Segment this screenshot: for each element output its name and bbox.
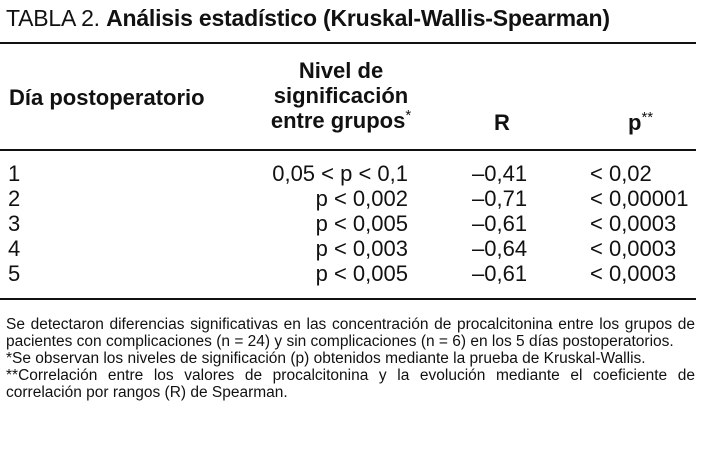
cell-day: 5	[8, 261, 21, 286]
cell-p: < 0,02	[590, 161, 652, 186]
header-p-footnote-mark: **	[641, 109, 654, 126]
cell-significance: 0,05 < p < 0,1	[272, 161, 408, 186]
header-nivel-significacion	[246, 58, 436, 133]
cell-significance: p < 0,005	[315, 261, 408, 286]
header-p-text: p	[628, 110, 642, 135]
header-nivel-line3-text: entre grupos	[270, 108, 406, 133]
table-footnotes	[6, 316, 695, 401]
cell-significance: p < 0,002	[315, 186, 408, 211]
cell-r: –0,61	[472, 261, 528, 286]
cell-day: 4	[8, 236, 21, 261]
cell-p: < 0,0003	[590, 211, 677, 236]
table-row	[0, 236, 696, 261]
cell-r: –0,41	[472, 161, 528, 186]
cell-day: 3	[8, 211, 21, 236]
table-row	[0, 211, 696, 236]
table-number: TABLA 2.	[6, 5, 100, 31]
cell-day: 1	[8, 161, 21, 186]
table-body	[0, 161, 696, 286]
cell-r: –0,71	[472, 186, 528, 211]
bottom-rule	[0, 298, 696, 300]
cell-p: < 0,00001	[590, 186, 689, 211]
header-r: R	[494, 110, 510, 135]
table-row	[0, 261, 696, 286]
footnote-summary: Se detectaron diferencias significativas en las concentración de procalcitonina entre los grupos de pacientes con complicaciones (n = 24) y sin complicaciones (n = 6) en los 5 días postoperatorios.	[6, 316, 695, 350]
footnote-spearman: **Correlación entre los valores de procalcitonina y la evolución mediante el coeficiente de correlación por rangos (R) de Spearman.	[6, 367, 695, 401]
cell-p: < 0,0003	[590, 261, 677, 286]
header-nivel-footnote-mark: *	[405, 107, 412, 124]
cell-r: –0,64	[472, 236, 528, 261]
table-row	[0, 161, 696, 186]
header-rule	[0, 149, 696, 151]
header-nivel-line1: Nivel de	[298, 58, 384, 83]
table-caption: Análisis estadístico (Kruskal-Wallis-Spearman)	[106, 5, 610, 31]
header-p	[628, 110, 653, 135]
cell-day: 2	[8, 186, 21, 211]
header-dia-postoperatorio: Día postoperatorio	[9, 85, 205, 110]
cell-significance: p < 0,003	[315, 236, 408, 261]
header-nivel-line3	[246, 108, 436, 133]
cell-r: –0,61	[472, 211, 528, 236]
top-rule	[0, 42, 696, 44]
header-nivel-line2: significación	[273, 83, 409, 108]
cell-p: < 0,0003	[590, 236, 677, 261]
footnote-kruskal-wallis: *Se observan los niveles de significación (p) obtenidos mediante la prueba de Kruskal-Wallis.	[6, 350, 646, 367]
table-title	[6, 4, 610, 32]
cell-significance: p < 0,005	[315, 211, 408, 236]
table-row	[0, 186, 696, 211]
